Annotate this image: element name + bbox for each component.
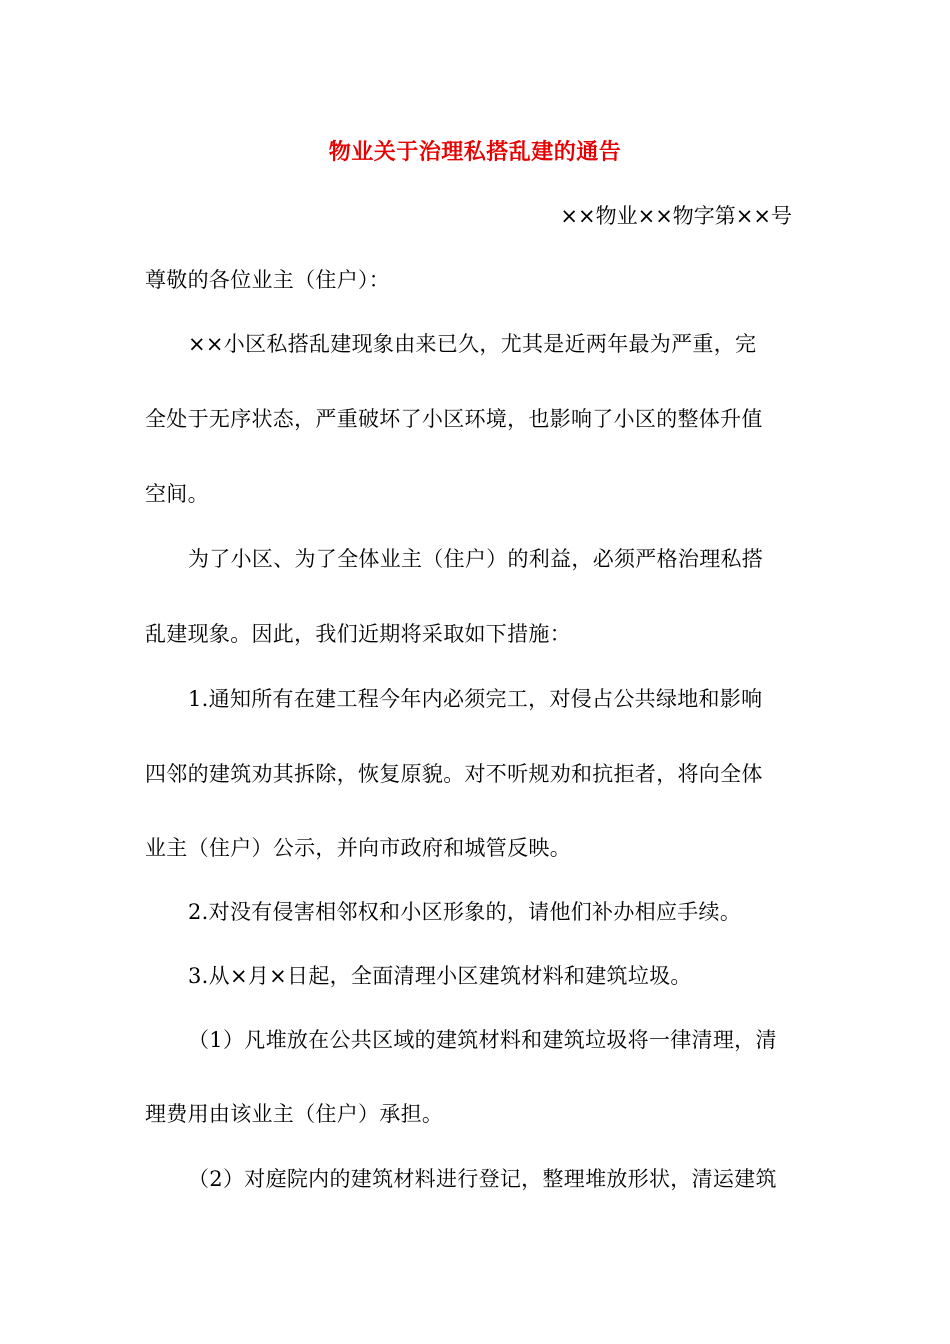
item-2-text: 对没有侵害相邻权和小区形象的，请他们补办相应手续。 xyxy=(208,900,742,924)
item-3-number: 3. xyxy=(188,964,209,988)
document-title: 物业关于治理私搭乱建的通告 xyxy=(328,140,622,165)
item-1-line-3: 业主（住户）公示，并向市政府和城管反映。 xyxy=(145,836,571,860)
item-1-number: 1. xyxy=(188,687,209,711)
sub-item-1-text: 凡堆放在公共区域的建筑材料和建筑垃圾将一律清理，清 xyxy=(244,1028,777,1052)
item-3 xyxy=(188,962,692,990)
item-3-text: 从×月×日起，全面清理小区建筑材料和建筑垃圾。 xyxy=(208,964,692,988)
sub-item-1-number: （1） xyxy=(188,1028,245,1052)
sub-item-1-line-2: 理费用由该业主（住户）承担。 xyxy=(145,1102,444,1126)
item-1-line-2: 四邻的建筑劝其拆除，恢复原貌。对不听规劝和抗拒者，将向全体 xyxy=(145,762,763,786)
paragraph-1-line-2: 全处于无序状态，严重破坏了小区环境，也影响了小区的整体升值 xyxy=(145,407,763,431)
sub-item-2-number: （2） xyxy=(188,1167,245,1191)
sub-item-2-line-1 xyxy=(188,1165,777,1193)
paragraph-2-line-2: 乱建现象。因此，我们近期将采取如下措施： xyxy=(145,622,571,646)
paragraph-1-line-1: ××小区私搭乱建现象由来已久，尤其是近两年最为严重，完 xyxy=(188,332,757,356)
document-number: ××物业××物字第××号 xyxy=(560,204,792,228)
item-2 xyxy=(188,898,741,926)
paragraph-1-line-3: 空间。 xyxy=(145,482,209,506)
sub-item-2-text: 对庭院内的建筑材料进行登记，整理堆放形状，清运建筑 xyxy=(244,1167,777,1191)
paragraph-2-line-1: 为了小区、为了全体业主（住户）的利益，必须严格治理私搭 xyxy=(188,547,764,571)
item-1-line-1 xyxy=(188,685,762,713)
salutation: 尊敬的各位业主（住户）： xyxy=(145,268,391,292)
sub-item-1-line-1 xyxy=(188,1026,777,1054)
item-2-number: 2. xyxy=(188,900,209,924)
item-1-text: 通知所有在建工程今年内必须完工，对侵占公共绿地和影响 xyxy=(208,687,763,711)
